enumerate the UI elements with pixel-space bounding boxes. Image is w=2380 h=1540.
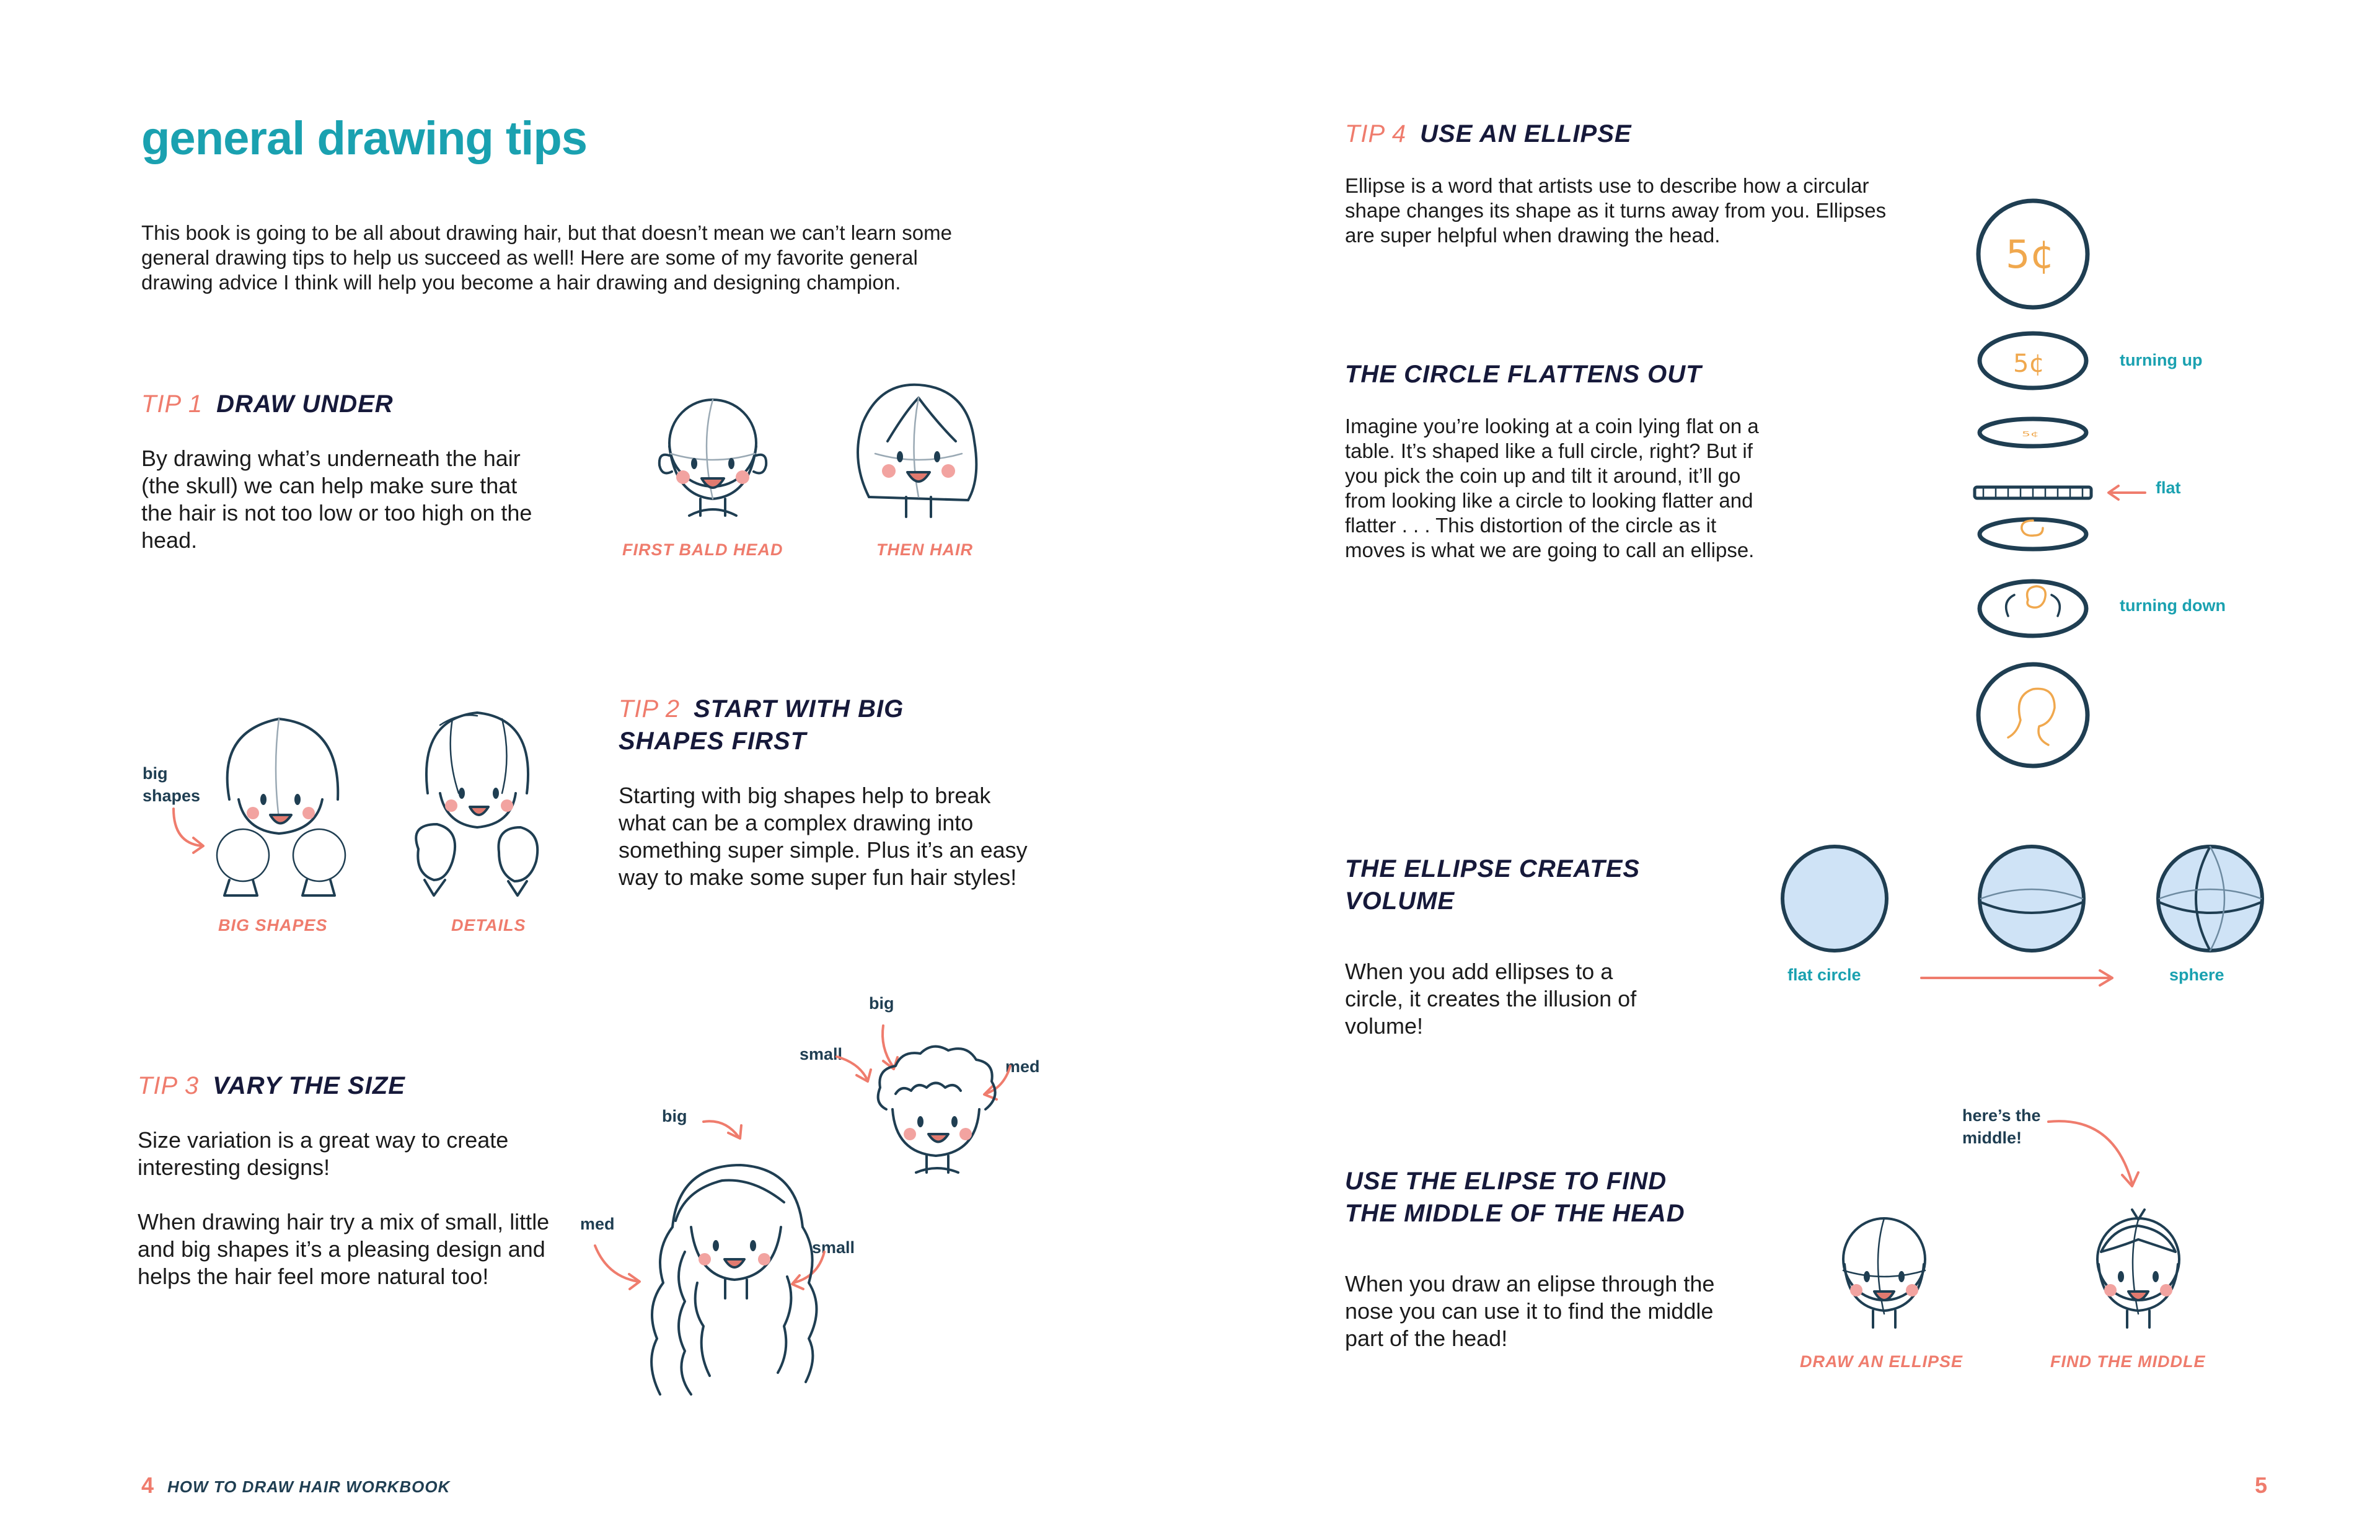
big-shapes-note bbox=[143, 762, 200, 807]
then-hair-illustration bbox=[850, 373, 987, 522]
middle-arrow bbox=[2045, 1115, 2144, 1196]
tip1-title: DRAW UNDER bbox=[216, 390, 394, 418]
tip3-number: TIP 3 bbox=[138, 1072, 200, 1099]
tip3-note-big-bottom: big bbox=[662, 1107, 687, 1125]
right-page-number: 5 bbox=[2255, 1472, 2268, 1498]
tip3-text-1: Size variation is a great way to create interesting designs! bbox=[138, 1127, 509, 1180]
tip4-heading bbox=[1345, 120, 1632, 148]
flat-label: flat bbox=[2156, 478, 2181, 497]
coin-value-tilted: 5¢ bbox=[2013, 350, 2045, 378]
find-middle-head-illustration bbox=[2070, 1202, 2206, 1339]
turning-up-label: turning up bbox=[2120, 351, 2203, 369]
tip1-number: TIP 1 bbox=[141, 390, 203, 418]
bald-head-illustration bbox=[632, 397, 793, 521]
big-shapes-note-line2: shapes bbox=[143, 786, 201, 805]
tip3-note-med-top: med bbox=[1005, 1057, 1040, 1076]
left-page-number: 4 bbox=[141, 1472, 154, 1498]
tip3-note-big-top: big bbox=[869, 994, 894, 1013]
tip2-number: TIP 2 bbox=[619, 695, 681, 723]
sphere-label: sphere bbox=[2169, 966, 2224, 984]
middle-heading bbox=[1345, 1165, 1685, 1230]
volume-text: When you add ellipses to a circle, it creates the illusion of volume! bbox=[1345, 959, 1637, 1039]
middle-note-line2: middle! bbox=[1962, 1129, 2022, 1147]
tip3-note-small-bottom: small bbox=[812, 1238, 855, 1257]
intro-paragraph: This book is going to be all about drawing hair, but that doesn’t mean we can’t learn some general drawing tips to help us succeed as well! Here are some of my favorite general drawing advice I think will help you become a hair drawing and designing champion. bbox=[141, 221, 952, 294]
middle-heading-line1: USE THE ELIPSE TO FIND bbox=[1345, 1168, 1667, 1195]
volume-heading bbox=[1345, 853, 1640, 917]
flatten-heading: THE CIRCLE FLATTENS OUT bbox=[1345, 361, 1702, 388]
coin-sequence-illustration bbox=[1971, 198, 2095, 768]
tip3-note-small-top: small bbox=[800, 1045, 843, 1063]
middle-caption-ellipse: DRAW AN ELLIPSE bbox=[1800, 1352, 1963, 1371]
tip2-text: Starting with big shapes help to break what can be a complex drawing into something super simple. Plus it’s an easy way to make some super fun hair styles! bbox=[619, 783, 1028, 890]
flatten-text: Imagine you’re looking at a coin lying flat on a table. It’s shaped like a full circle, right? But if you pick the coin up and tilt it around, it’ll go from looking like a circle to looking flatter and flatter . . . This distortion of the circle as it moves is what we are going to call an ellipse. bbox=[1345, 415, 1759, 561]
tip2-caption-big-shapes: BIG SHAPES bbox=[218, 916, 328, 935]
curly-hair-head-illustration bbox=[868, 1041, 1004, 1184]
tip4-text: Ellipse is a word that artists use to describe how a circular shape changes its shape as it turns away from you. Ellipses are super helpful when drawing the head. bbox=[1345, 174, 1887, 247]
big-shapes-illustration bbox=[205, 706, 359, 899]
coin-value-front: 5¢ bbox=[2006, 232, 2055, 277]
middle-heading-line2: THE MIDDLE OF THE HEAD bbox=[1345, 1200, 1685, 1227]
volume-heading-line2: VOLUME bbox=[1345, 887, 1455, 915]
turning-down-label: turning down bbox=[2120, 596, 2226, 615]
left-footer-label: HOW TO DRAW HAIR WORKBOOK bbox=[167, 1477, 451, 1496]
tip2-title-line2: SHAPES FIRST bbox=[619, 728, 807, 755]
tip4-number: TIP 4 bbox=[1345, 120, 1407, 147]
middle-note bbox=[1962, 1104, 2041, 1149]
tip4-title: USE AN ELLIPSE bbox=[1420, 120, 1632, 147]
tip1-caption-hair: THEN HAIR bbox=[876, 540, 973, 559]
page-title: general drawing tips bbox=[141, 112, 588, 165]
middle-caption-find: FIND THE MIDDLE bbox=[2050, 1352, 2206, 1371]
tip3-note-med-bottom: med bbox=[580, 1215, 615, 1233]
tip1-heading bbox=[141, 390, 394, 418]
coin-value-flatter: 5¢ bbox=[2022, 430, 2039, 438]
middle-text: When you draw an elipse through the nose you can use it to find the middle part of the head! bbox=[1345, 1271, 1715, 1351]
tip3-heading bbox=[138, 1072, 405, 1100]
tip2-title-line1: START WITH BIG bbox=[694, 695, 904, 723]
flat-circle-label: flat circle bbox=[1787, 966, 1861, 984]
details-illustration bbox=[409, 700, 545, 899]
tip2-heading bbox=[619, 693, 904, 757]
long-wavy-hair-illustration bbox=[629, 1153, 827, 1413]
tip1-text: By drawing what’s underneath the hair (the skull) we can help make sure that the hair is not too low or too high on the head. bbox=[141, 446, 532, 553]
tip3-title: VARY THE SIZE bbox=[213, 1072, 405, 1099]
tip1-caption-bald: FIRST BALD HEAD bbox=[622, 540, 783, 559]
volume-heading-line1: THE ELLIPSE CREATES bbox=[1345, 855, 1641, 882]
big-shapes-note-line1: big bbox=[143, 764, 168, 783]
flat-arrow bbox=[2105, 483, 2148, 502]
tip2-caption-details: DETAILS bbox=[451, 916, 526, 935]
middle-note-line1: here’s the bbox=[1962, 1106, 2041, 1125]
draw-ellipse-head-illustration bbox=[1822, 1215, 1946, 1339]
tip3-text-2: When drawing hair try a mix of small, little and big shapes it’s a pleasing design and helps the hair feel more natural too! bbox=[138, 1209, 550, 1289]
